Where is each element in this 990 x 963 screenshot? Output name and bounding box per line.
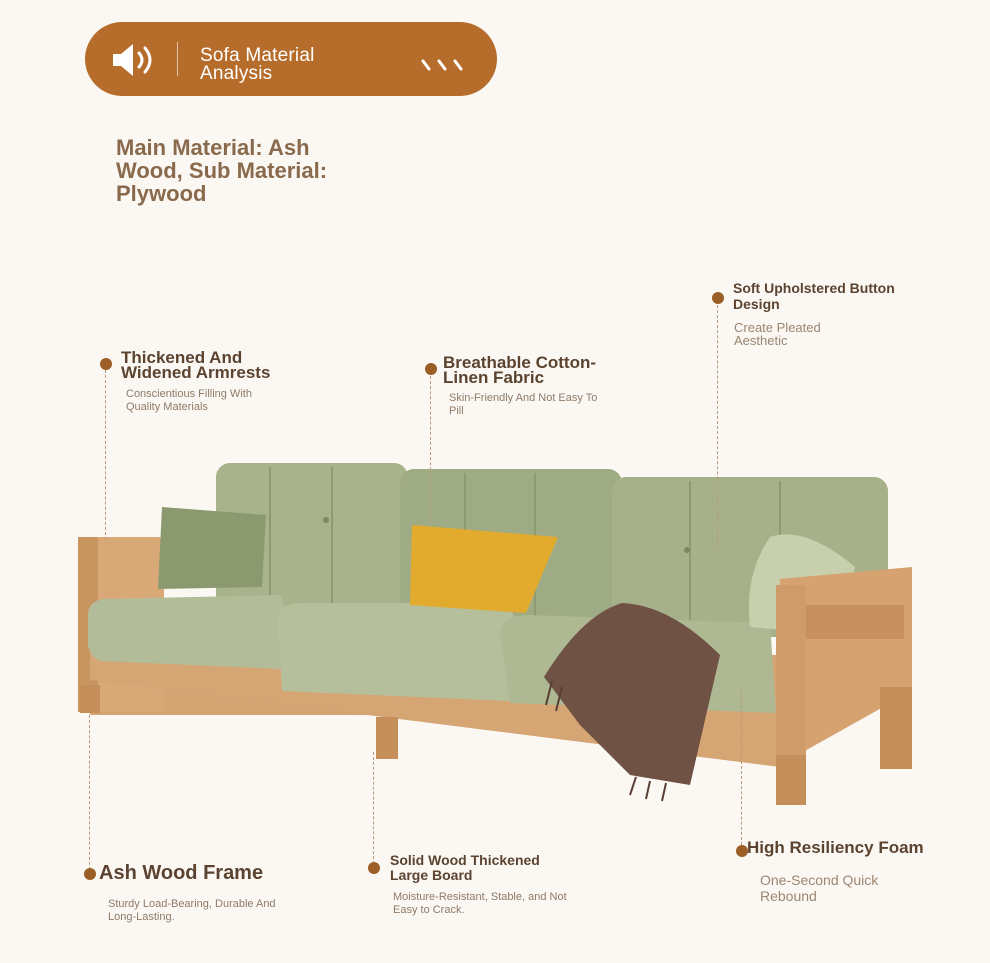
foam-leader-line (741, 690, 742, 850)
sofa-image (70, 455, 930, 805)
header-title: Sofa Material Analysis (200, 45, 315, 84)
speaker-icon (109, 40, 161, 80)
foam-title: High Resiliency Foam (747, 838, 924, 857)
board-leader-line (373, 752, 374, 864)
board-dot (368, 862, 380, 874)
foam-subtitle: One-Second Quick Rebound (760, 872, 879, 904)
fabric-title: Breathable Cotton-Linen Fabric (443, 353, 596, 387)
button-title: Soft Upholstered Button Design (733, 280, 895, 312)
armrest-title: Thickened And Widened Armrests (121, 348, 271, 382)
button-dot (712, 292, 724, 304)
frame-subtitle: Sturdy Load-Bearing, Durable And Long-Lasting. (108, 898, 276, 923)
frame-dot (84, 868, 96, 880)
header-banner (85, 22, 497, 96)
frame-leader-line (89, 715, 90, 870)
board-subtitle: Moisture-Resistant, Stable, and Not Easy to Crack. (393, 891, 567, 916)
armrest-subtitle: Conscientious Filling With Quality Materials (126, 388, 252, 413)
header-divider (177, 42, 178, 76)
armrest-dot (100, 358, 112, 370)
button-subtitle: Create Pleated Aesthetic (734, 320, 821, 348)
main-material-text: Main Material: Ash Wood, Sub Material: Plywood (116, 135, 328, 206)
fabric-dot (425, 363, 437, 375)
fabric-leader-line (430, 376, 431, 526)
fabric-subtitle: Skin-Friendly And Not Easy To Pill (449, 392, 598, 417)
button-leader-line (717, 305, 718, 550)
decorative-ticks-icon (421, 58, 471, 72)
frame-title: Ash Wood Frame (99, 862, 264, 884)
board-title: Solid Wood Thickened Large Board (390, 852, 540, 883)
armrest-leader-line (105, 370, 106, 540)
